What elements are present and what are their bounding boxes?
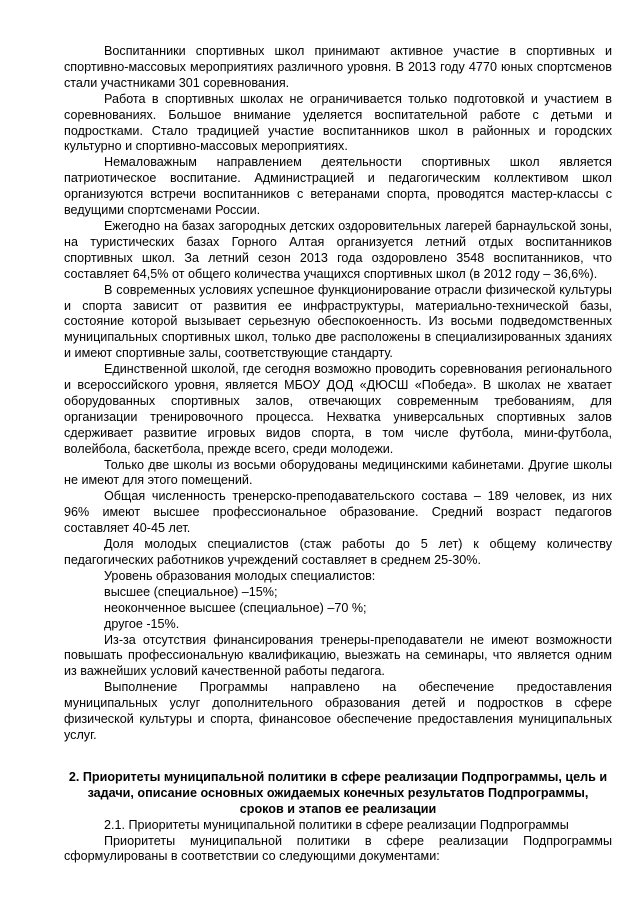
section-heading: 2. Приоритеты муниципальной политики в сфере реализации Подпрограммы, цель и задачи, описание основных ожидаемых конечных результатов Подпрограммы, сроков и этапов ее реализации [68,769,608,816]
education-list-item: высшее (специальное) –15%; [104,584,278,599]
paragraph-competitions: Воспитанники спортивных школ принимают активное участие в спортивных и спортивно-массовых мероприятиях различного уровня. В 2013 году 4770 юных спортсменов стали участниками 301 соревнования. [64,44,612,90]
paragraph-program-execution: Выполнение Программы направлено на обеспечение предоставления муниципальных услуг дополнительного образования детей и подростков в сфере физической культуры и спорта, финансовое обеспечение предоставления муниципальных услуг. [64,680,612,742]
education-list-item: неоконченное высшее (специальное) –70 %; [104,600,367,615]
paragraph-priorities: Приоритеты муниципальной политики в сфере реализации Подпрограммы сформулированы в соответствии со следующими документами: [64,833,612,864]
paragraph-educational-work: Работа в спортивных школах не ограничивается только подготовкой и участием в соревнованиях. Большое внимание уделяется воспитательной работе с детьми и подростками. Стало традицией участие воспитанников школ в районных и городских культурно и спортивно-массовых мероприятиях. [64,91,612,154]
paragraph-staff-count: Общая численность тренерско-преподавательского состава – 189 человек, из них 96% имеют высшее профессиональное образование. Средний возраст педагогов составляет 40-45 лет. [64,489,612,536]
paragraph-patriotic: Немаловажным направлением деятельности спортивных школ является патриотическое воспитание. Администрацией и педагогическим коллективом школ организуются встречи воспитанников с ветеранами спорта, проводятся мастер-классы с ведущими спортсменами России. [64,155,612,218]
subsection-heading: 2.1. Приоритеты муниципальной политики в сфере реализации Подпрограммы [104,817,569,832]
paragraph-summer-rest: Ежегодно на базах загородных детских оздоровительных лагерей барнаульской зоны, на туристических базах Горного Алтая организуется летний отдых воспитанников спортивных школ. За летний сезон 2013 года оздоровлено 3548 воспитанников, что составляет 64,5% от общего количества учащихся спортивных школ (в 2012 году – 36,6%). [64,218,612,281]
paragraph-infrastructure: В современных условиях успешное функционирование отрасли физической культуры и спорта зависит от развития ее инфраструктуры, материально-технической базы, состояние которой вызывает серьезную обеспокоенность. Из восьми подведомственных муниципальных спортивных школ, только две расположены в специализированных зданиях и имеют спортивные залы, соответствующие стандарту. [64,282,612,361]
paragraph-medical-rooms: Только две школы из восьми оборудованы медицинскими кабинетами. Другие школы не имеют для этого помещений. [64,457,612,488]
education-list-item: другое -15%. [104,616,180,631]
paragraph-young-specialists: Доля молодых специалистов (стаж работы до 5 лет) к общему количеству педагогических работников учреждений составляет в среднем 25-30%. [64,537,612,567]
education-list-title: Уровень образования молодых специалистов: [104,568,376,583]
paragraph-pobeda-school: Единственной школой, где сегодня возможно проводить соревнования регионального и всероссийского уровня, является МБОУ ДОД «ДЮСШ «Победа». В школах не хватает оборудованных спортивных залов, отвечающих современным требованиям, для организации тренировочного процесса. Нехватка универсальных спортивных залов сдерживает развитие игровых видов спорта, в том числе футбола, мини-футбола, волейбола, баскетбола, прежде всего, среди молодежи. [64,362,612,456]
document-page [64,44,612,865]
paragraph-financing: Из-за отсутствия финансирования тренеры-преподаватели не имеют возможности повышать профессиональную квалификацию, выезжать на семинары, что является одним из важнейших условий качественной работы педагога. [64,632,612,679]
